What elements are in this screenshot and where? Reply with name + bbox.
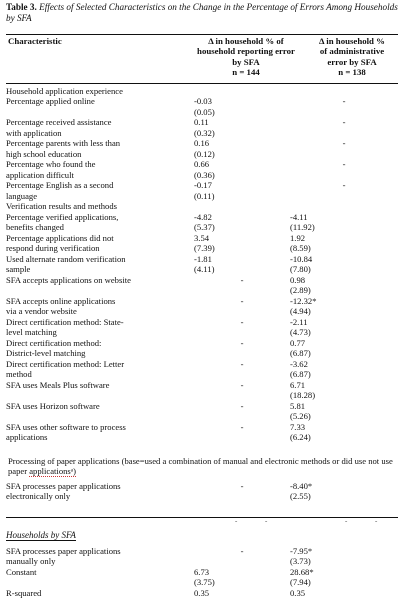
row-label: Used alternate random verification	[6, 253, 126, 264]
row-label-cell	[6, 422, 194, 443]
page-fragment-mark: ˘	[375, 520, 378, 528]
row-label-cell	[6, 546, 194, 567]
spellcheck-underlined-word: applicationsᵃ)	[29, 466, 76, 477]
value: 7.33	[290, 421, 306, 432]
value: 6.73	[194, 566, 210, 577]
value: (3.75)	[194, 577, 215, 588]
table-label: Table 3.	[6, 2, 37, 12]
value: 0.77	[290, 337, 306, 348]
header-col2-line1: Δ in household % of	[208, 36, 284, 46]
table-row	[6, 481, 398, 502]
top-rule	[6, 34, 398, 35]
row-label-cell	[6, 138, 194, 159]
value: -12.32*	[290, 295, 317, 306]
value: -7.95*	[290, 546, 313, 556]
row-label: Direct certification method: State-	[6, 316, 124, 327]
value: (7.39)	[194, 243, 215, 254]
row-label-cell	[6, 159, 194, 180]
value: (7.80)	[290, 264, 311, 275]
administrative-value	[290, 481, 398, 502]
row-label-cell	[6, 380, 194, 401]
table-title	[6, 2, 400, 24]
value: (7.94)	[290, 577, 311, 588]
administrative-value	[290, 212, 398, 233]
row-label: Percentage English as a second	[6, 180, 114, 191]
value: -	[240, 400, 244, 411]
administrative-value	[290, 588, 398, 598]
header-characteristic: Characteristic	[8, 36, 62, 46]
value: -	[342, 96, 346, 107]
row-label: Constant	[6, 566, 37, 577]
row-label-cell	[6, 296, 194, 317]
row-label: Percentage applied online	[6, 96, 95, 107]
page-break-rule	[6, 517, 398, 518]
table-row	[6, 233, 398, 254]
header-col3-line1: Δ in household %	[319, 36, 385, 46]
household-reporting-value	[194, 588, 290, 598]
row-label-cell	[6, 254, 194, 275]
row-label: R-squared	[6, 587, 42, 598]
row-label-cell	[6, 180, 194, 201]
household-reporting-value	[194, 117, 290, 138]
row-label-cell	[6, 212, 194, 233]
household-reporting-value	[194, 275, 290, 296]
value: (0.36)	[194, 169, 215, 180]
household-reporting-value	[194, 138, 290, 159]
section-row	[6, 86, 398, 96]
row-label: electronically only	[6, 491, 71, 502]
table-row	[6, 254, 398, 275]
value: (8.59)	[290, 243, 311, 254]
row-label-cell	[6, 275, 194, 296]
administrative-value	[290, 201, 398, 211]
row-label: manually only	[6, 556, 56, 567]
value: (5.26)	[290, 411, 311, 422]
row-label-cell	[6, 401, 194, 422]
value: 0.11	[194, 117, 209, 128]
page-fragment-mark: ˘	[345, 520, 348, 528]
administrative-value	[290, 401, 398, 422]
row-label-cell	[6, 588, 194, 598]
administrative-value	[290, 180, 398, 201]
row-label: benefits changed	[6, 222, 64, 233]
value: -	[342, 117, 346, 128]
value: -2.11	[290, 316, 308, 327]
value: -3.62	[290, 358, 308, 369]
value: -	[342, 138, 346, 149]
value: 6.71	[290, 379, 306, 390]
row-label: Percentage received assistance	[6, 117, 112, 128]
value: 0.35	[194, 587, 210, 598]
table-row	[6, 96, 398, 117]
value: (4.73)	[290, 327, 311, 338]
value: (11.92)	[290, 222, 315, 233]
value: -	[342, 159, 346, 170]
administrative-value	[290, 338, 398, 359]
value: (0.12)	[194, 148, 215, 159]
value: (3.73)	[290, 556, 311, 567]
administrative-value	[290, 296, 398, 317]
row-label: with application	[6, 127, 62, 138]
value: (4.11)	[194, 264, 215, 275]
administrative-value	[290, 96, 398, 117]
row-label: SFA uses Horizon software	[6, 400, 100, 411]
household-reporting-value	[194, 338, 290, 359]
household-reporting-value	[194, 96, 290, 117]
value: -1.81	[194, 253, 212, 264]
value: (2.55)	[290, 491, 311, 502]
value: (0.11)	[194, 190, 215, 201]
administrative-value	[290, 138, 398, 159]
section-row	[6, 567, 398, 588]
table-row	[6, 338, 398, 359]
value: -4.82	[194, 211, 212, 222]
administrative-value	[290, 422, 398, 443]
section-row	[6, 201, 398, 211]
row-label: high school education	[6, 148, 82, 159]
household-reporting-value	[194, 380, 290, 401]
household-reporting-value	[194, 212, 290, 233]
administrative-value	[290, 359, 398, 380]
row-label: Percentage parents with less than	[6, 138, 121, 149]
header-col2-line3: by SFA	[232, 56, 260, 67]
value: 0.98	[290, 274, 306, 285]
row-label: SFA processes paper applications	[6, 481, 121, 491]
administrative-value	[290, 159, 398, 180]
value: -	[240, 337, 244, 348]
value: (0.05)	[194, 106, 215, 117]
household-reporting-value	[194, 296, 290, 317]
administrative-value	[290, 317, 398, 338]
value: -10.84	[290, 253, 313, 264]
row-label: Direct certification method:	[6, 337, 102, 348]
household-reporting-value	[194, 546, 290, 567]
row-label-cell	[6, 86, 194, 96]
section-row	[6, 588, 398, 598]
header-col2-line2: household reporting error	[197, 46, 295, 57]
data-table-part1	[6, 86, 398, 442]
row-label-cell	[6, 233, 194, 254]
continued-caption: Households by SFA	[6, 530, 76, 540]
value: -	[240, 358, 244, 369]
value: (2.89)	[290, 285, 311, 296]
administrative-value	[290, 275, 398, 296]
value: (6.87)	[290, 369, 311, 380]
value: (5.37)	[194, 222, 215, 233]
value: -0.03	[194, 96, 212, 107]
row-label: applications	[6, 431, 48, 442]
header-col3-line4: n = 138	[338, 67, 366, 78]
header-rule	[6, 83, 398, 84]
table-row	[6, 180, 398, 201]
value: -	[240, 421, 244, 432]
row-label: SFA processes paper applications	[6, 546, 121, 556]
value: 0.66	[194, 159, 210, 170]
value: -	[240, 295, 244, 306]
household-reporting-value	[194, 233, 290, 254]
row-label: sample	[6, 264, 31, 275]
value: (18.28)	[290, 390, 316, 401]
value: -0.17	[194, 180, 212, 191]
row-label: Direct certification method: Letter	[6, 358, 125, 369]
data-table-part2	[6, 546, 398, 598]
table-row	[6, 546, 398, 567]
row-label-cell	[6, 567, 194, 588]
row-label: Percentage applications did not	[6, 232, 114, 243]
value: 0.35	[290, 587, 306, 598]
value: -	[240, 546, 244, 556]
row-label-cell	[6, 201, 194, 211]
header-col3-line2: of administrative	[319, 46, 385, 57]
household-reporting-value	[194, 86, 290, 96]
value: -	[240, 481, 244, 491]
table-row	[6, 296, 398, 317]
table-row	[6, 212, 398, 233]
row-label: SFA uses other software to process	[6, 421, 126, 432]
value: (6.24)	[290, 431, 311, 442]
row-label: respond during verification	[6, 243, 100, 254]
household-reporting-value	[194, 359, 290, 380]
table-row	[6, 138, 398, 159]
household-reporting-value	[194, 254, 290, 275]
data-table-processing	[6, 481, 398, 502]
value: -8.40*	[290, 481, 313, 491]
household-reporting-value	[194, 159, 290, 180]
row-label: method	[6, 369, 32, 380]
value: -	[342, 180, 346, 191]
row-label-cell	[6, 338, 194, 359]
row-label: Verification results and methods	[6, 201, 117, 212]
household-reporting-value	[194, 567, 290, 588]
administrative-value	[290, 233, 398, 254]
administrative-value	[290, 546, 398, 567]
administrative-value	[290, 117, 398, 138]
row-label: District-level matching	[6, 348, 86, 359]
value: 3.54	[194, 232, 210, 243]
row-label: application difficult	[6, 169, 74, 180]
row-label-cell	[6, 481, 194, 502]
household-reporting-value	[194, 401, 290, 422]
value: (6.87)	[290, 348, 311, 359]
row-label: Percentage who found the	[6, 159, 96, 170]
row-label: language	[6, 190, 38, 201]
row-label-cell	[6, 317, 194, 338]
value: (4.94)	[290, 306, 311, 317]
row-label: level matching	[6, 327, 57, 338]
header-col2-line4: n = 144	[232, 67, 260, 78]
table-row	[6, 380, 398, 401]
table-row	[6, 401, 398, 422]
household-reporting-value	[194, 180, 290, 201]
header-col-household-reporting	[188, 36, 304, 78]
household-reporting-value	[194, 422, 290, 443]
value: -4.11	[290, 211, 308, 222]
value: 5.81	[290, 400, 306, 411]
value: 28.68*	[290, 566, 314, 577]
value: 1.92	[290, 232, 306, 243]
table-row	[6, 117, 398, 138]
table-row	[6, 159, 398, 180]
row-label: SFA accepts applications on website	[6, 274, 131, 285]
administrative-value	[290, 86, 398, 96]
row-label-cell	[6, 117, 194, 138]
row-label: SFA uses Meals Plus software	[6, 379, 110, 390]
processing-note: Processing of paper applications (base=used a combination of manual and electronic methods or did use not use paper applicationsᵃ)	[8, 456, 393, 477]
header-col3-line3: error by SFA	[327, 56, 377, 67]
page-fragment-mark: ˘	[265, 520, 268, 528]
row-label: Percentage verified applications,	[6, 211, 119, 222]
row-label-cell	[6, 359, 194, 380]
row-label-cell	[6, 96, 194, 117]
administrative-value	[290, 254, 398, 275]
table-caption: Effects of Selected Characteristics on the Change in the Percentage of Errors Among Households by SFA	[6, 2, 398, 24]
row-label: via a vendor website	[6, 306, 77, 317]
row-label: SFA accepts online applications	[6, 295, 116, 306]
value: -	[240, 274, 244, 285]
table-row	[6, 317, 398, 338]
value: (0.32)	[194, 127, 215, 138]
household-reporting-value	[194, 481, 290, 502]
value: 0.16	[194, 138, 210, 149]
header-col-administrative	[304, 36, 400, 78]
table-row	[6, 359, 398, 380]
household-reporting-value	[194, 201, 290, 211]
administrative-value	[290, 567, 398, 588]
section-row	[6, 275, 398, 296]
value: -	[240, 379, 244, 390]
administrative-value	[290, 380, 398, 401]
household-reporting-value	[194, 317, 290, 338]
value: -	[240, 316, 244, 327]
row-label: Household application experience	[6, 86, 123, 96]
table-row	[6, 422, 398, 443]
page-fragment-mark: ˘	[235, 520, 238, 528]
